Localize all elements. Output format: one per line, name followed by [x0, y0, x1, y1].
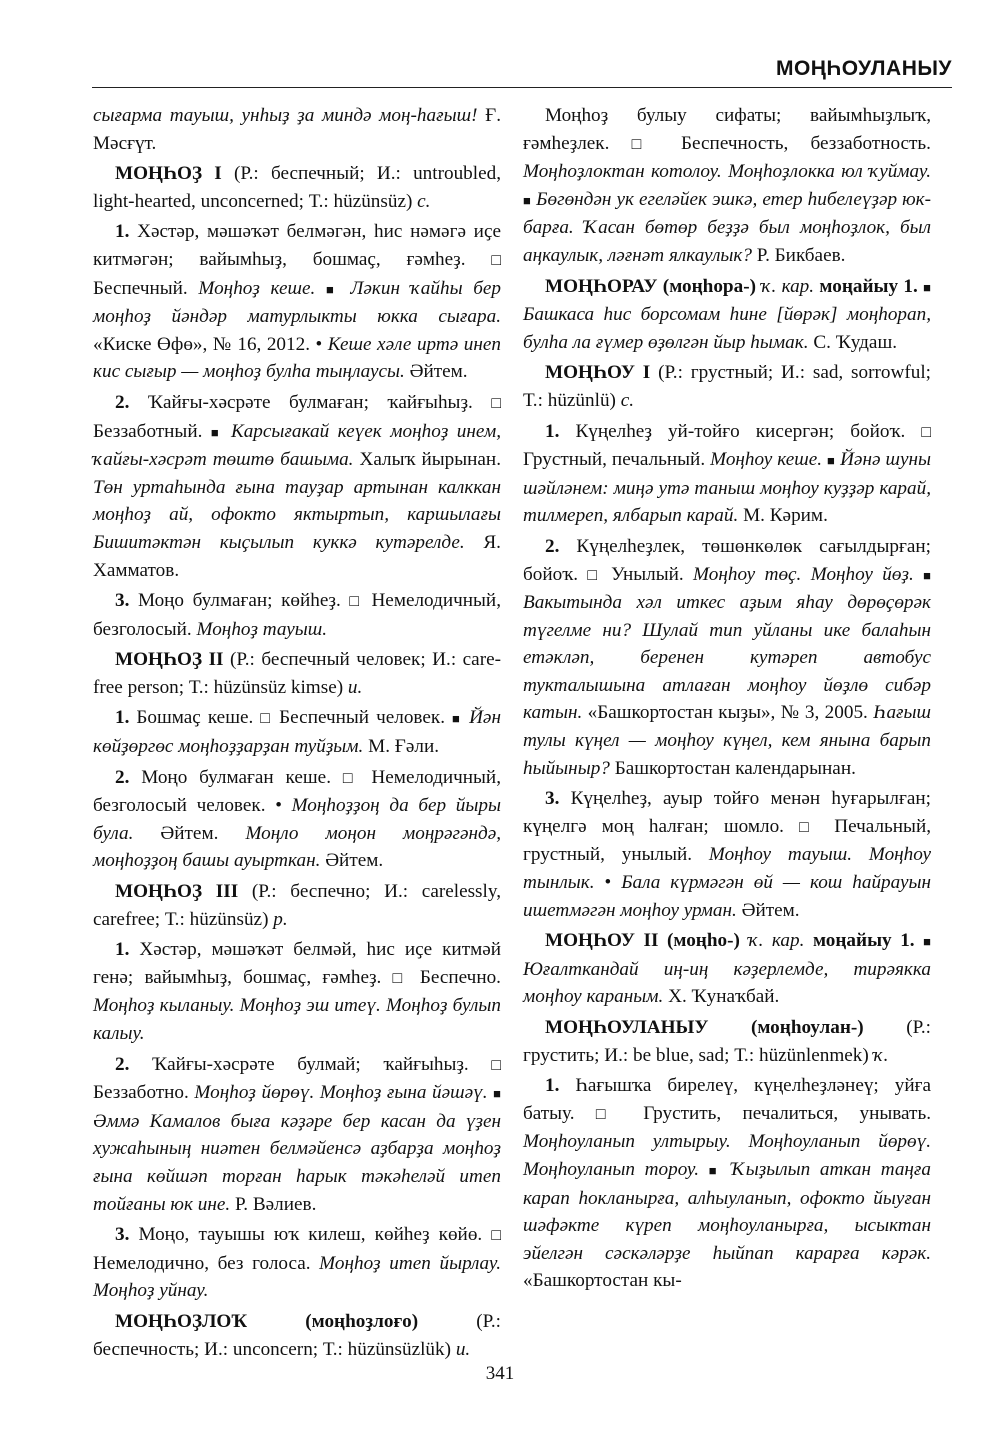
- translation-marker: □: [491, 394, 501, 412]
- translation-marker: □: [392, 969, 409, 987]
- sense-number: 2.: [115, 766, 130, 788]
- definition-text: (Р.: беспечность; И.: unconcern; Т.: hüzünsüzlük): [93, 1310, 501, 1360]
- example-text: Ҡыҙылып аткан таңға карап һокланырға, алһыуланып, офокто йыуған шәфәкте күреп моңһоуланырға, ысыктан эйелгән сәскәләрҙе һыйпап карарға кәрәк.: [523, 1158, 932, 1264]
- definition-text: [315, 278, 326, 299]
- example-text: Юғалткандай иң-иң кәҙерлемде, тирәякка моңһоу караным.: [523, 958, 931, 1008]
- running-header: [92, 55, 952, 83]
- definition-text: Беззаботный.: [93, 420, 211, 442]
- headword: МОҢҺОҘЛОҠ (моңһоҙлоғо): [115, 1310, 419, 1332]
- sense-number: 3.: [115, 590, 130, 612]
- example-text: Һағыш тулы күңел — моңһоу күңел, кем янына барып һыйыныр?: [523, 702, 931, 779]
- example-text: Моңһоу тауыш. Моңһоу тынлык.: [523, 844, 932, 894]
- example-text: Бөгөндән ук егеләйек эшкә, етер һибелеүҙәр юк-барға. Ҡасан бөтөр беҙҙә был моңһоҙлок, был аңкаулык, ләғнәт ялкаулык?: [523, 188, 931, 266]
- example-text: Моңһоҙлоктан котолоу. Моңһоҙлокка юл ҡуймау.: [523, 161, 931, 183]
- headword: МОҢҺОҘ II: [115, 649, 224, 671]
- example-text: и.: [347, 676, 363, 698]
- definition-text: Беспечный человек.: [272, 707, 452, 729]
- example-text: р.: [273, 908, 288, 930]
- dictionary-paragraph: [93, 1308, 501, 1363]
- definition-text: Р. Вәлиев.: [230, 1193, 317, 1215]
- example-marker: ■: [210, 424, 223, 440]
- example-marker: ■: [923, 934, 931, 950]
- definition-text: Ҡайғы-хәсрәте булмай; ҡайғыһыҙ.: [129, 1053, 492, 1075]
- dictionary-paragraph: [93, 389, 501, 584]
- example-text: Моңһоҙ тауыш.: [196, 618, 328, 640]
- translation-marker: □: [491, 1056, 501, 1074]
- translation-marker: □: [921, 423, 931, 441]
- dictionary-paragraph: [523, 927, 931, 1011]
- example-text: ҡ. кар.: [748, 930, 805, 952]
- example-text: Йән көйҙөргөс моңһоҙҙарҙан туйҙым.: [93, 707, 501, 758]
- definition-text: [282, 795, 292, 816]
- definition-text: Бошмаҫ кеше.: [129, 707, 261, 729]
- definition-text: [914, 564, 923, 585]
- definition-text: Моңһоҙ булыу сифаты; вайымһыҙлыҡ, ғәмһеҙлек.: [523, 105, 931, 154]
- sense-number: 1.: [115, 939, 130, 961]
- definition-text: Беззаботно.: [93, 1082, 195, 1104]
- dictionary-paragraph: [93, 764, 501, 875]
- example-text: Башкаса һис борсомам һине [йөрәк] моңһорап, булһа ла ғүмер өҙөлгән йыр һымак.: [523, 304, 931, 353]
- example-marker: ■: [923, 567, 931, 583]
- example-text: сығарма тауыш, унһыҙ ҙа миндә моң-һағыш!: [93, 105, 478, 126]
- definition-text: Беспечный.: [93, 277, 199, 299]
- dictionary-paragraph: [523, 785, 931, 924]
- definition-text: «Башкортостан кыҙы», № 3, 2005.: [582, 702, 874, 724]
- definition-text: (Р.: грустный; И.: sad, sorrowful; Т.: hüzünlü): [523, 362, 931, 411]
- definition-text: Немелодичный, безголосый.: [93, 590, 501, 640]
- translation-marker: □: [631, 135, 659, 153]
- definition-text: Беспечность, беззаботность.: [658, 132, 931, 154]
- example-text: Ләкин ҡайһы бер моңһоҙ йәндәр матурлыкты юкка сығара.: [93, 277, 502, 328]
- headword: МОҢҺОУ I: [545, 362, 651, 384]
- translation-marker: □: [799, 818, 820, 836]
- dictionary-paragraph: [523, 359, 931, 414]
- definition-text: •: [315, 333, 323, 355]
- definition-text: Хәстәр, мәшәҡәт белмәй, һис иҫе китмәй генә; вайымһыҙ, бошмаҫ, ғәмһеҙ.: [93, 939, 501, 988]
- definition-text: Грустить, печалиться, унывать.: [621, 1102, 931, 1124]
- example-text: с.: [620, 389, 635, 411]
- definition-text: (Р.: беспечно; И.: carelessly, carefree; Т.: hüzünsüz): [93, 881, 501, 930]
- definition-text: Күңелһеҙ уй-тойғо кисергән; бойоҡ.: [559, 420, 922, 442]
- example-text: Карсығакай кеүек моңһоҙ инем, ҡайғы-хәсрәт төштө башыма.: [93, 420, 501, 471]
- dictionary-paragraph: [523, 533, 931, 782]
- definition-text: [722, 1159, 732, 1180]
- definition-text: (Р.: беспечный; И.: untroubled, light-hearted, unconcerned; Т.: hüzünsüz): [93, 163, 502, 212]
- dictionary-paragraph: [93, 646, 501, 701]
- example-text: Моңһоҙ итеп йырлау. Моңһоҙ уйнау.: [93, 1252, 501, 1302]
- definition-text: •: [604, 872, 612, 894]
- definition-text: Әйтем.: [320, 850, 384, 872]
- translation-marker: □: [342, 769, 360, 787]
- sense-number: 2.: [115, 1053, 130, 1075]
- sense-number: 1.: [115, 707, 130, 729]
- example-marker: ■: [452, 711, 463, 727]
- definition-text: «Башкортостан кы-: [523, 1270, 682, 1292]
- definition-text: [915, 930, 924, 951]
- left-column: [93, 102, 501, 1366]
- definition-text: Күңелһеҙлек, төшөнкөлөк сағылдырған; бойоҡ.: [523, 535, 931, 585]
- definition-text: Беспечно.: [408, 966, 501, 988]
- example-text: Моңһоуланып ултырыу. Моңһоуланып йөрөү. Моңһоуланып тороу.: [523, 1131, 931, 1180]
- example-marker: ■: [326, 281, 340, 297]
- example-text: Моңло моңон моңрәгәндә, моңһоҙҙоң башы ауырткан.: [93, 822, 502, 872]
- definition-text: [340, 278, 351, 299]
- example-text: с.: [417, 190, 431, 212]
- definition-text: Ғ. Мәсғүт.: [93, 105, 501, 154]
- example-text: Моңһоу төҫ. Моңһоу йөҙ.: [693, 563, 914, 585]
- example-marker: ■: [493, 1086, 502, 1102]
- definition-text: Әйтем.: [736, 899, 800, 921]
- definition-text: Әйтем.: [133, 822, 246, 844]
- example-text: Моңһоу кеше.: [710, 449, 823, 471]
- definition-text: М. Ғәли.: [363, 736, 440, 758]
- definition-text: Күңелһеҙ, ауыр тойғо менән һуғарылған; күңелгә моң һалған; шомло.: [523, 788, 931, 837]
- dictionary-paragraph: [93, 160, 501, 215]
- translation-marker: □: [349, 593, 363, 611]
- example-text: Вакытында хәл иткес аҙым яһау дөрөҫөрәк түгелме ни? Шулай тип уйланы ике балаһын етәкләп, беренен кутәреп автобус тукталышына атлаған моңһоу йөҙлө сибәр катын.: [523, 592, 931, 724]
- sense-number: 1.: [545, 1075, 560, 1097]
- sense-number: 1.: [545, 420, 560, 442]
- sense-number: 1.: [115, 221, 130, 243]
- translation-marker: □: [587, 566, 602, 584]
- definition-text: •: [275, 795, 282, 817]
- example-text: Әммә Камалов быға кәҙәре бер касан да үҙен хужаһының ниәтен белмәйенсә аҙбарҙа моңһоҙ ғына көйшәп торған һарык тәкәһеләй итеп тойғаны юк ине.: [93, 1110, 501, 1215]
- definition-text: [804, 930, 813, 951]
- example-marker: ■: [923, 279, 932, 295]
- dictionary-paragraph: [523, 418, 931, 530]
- definition-text: (Р.: грустить; И.: be blue, sad; Т.: hüzünlenmek): [523, 1017, 931, 1066]
- example-marker: ■: [523, 192, 532, 208]
- headword: моңайыу 1.: [812, 930, 915, 952]
- definition-text: Грустный, печальный.: [523, 449, 711, 471]
- dictionary-paragraph: [93, 102, 501, 157]
- headword: МОҢҺОҘ I: [115, 163, 222, 185]
- right-column: [523, 102, 931, 1298]
- definition-text: Немелодичный, безголосый человек.: [93, 766, 501, 817]
- sense-number: 2.: [115, 391, 130, 413]
- example-text: Кеше хәле иртә инеп кис сығыр — моңһоҙ булһа тыңлаусы.: [93, 333, 501, 383]
- definition-text: [611, 872, 621, 893]
- example-text: ҡ.: [873, 1044, 889, 1066]
- example-marker: ■: [827, 453, 836, 469]
- definition-text: Әйтем.: [404, 361, 468, 383]
- page-number: 341: [485, 1363, 515, 1384]
- definition-text: Хәстәр, мәшәҡәт белмәгән, һис нәмәгә иҫе китмәгән; вайымһыҙ, бошмаҫ, ғәмһеҙ.: [93, 221, 501, 270]
- example-text: ҡ. кар.: [761, 275, 815, 297]
- definition-text: Моңо, тауышы юҡ килеш, көйһеҙ көйө.: [129, 1224, 492, 1246]
- sense-number: 3.: [115, 1224, 130, 1246]
- definition-text: Печальный, грустный, унылый.: [523, 815, 932, 866]
- dictionary-paragraph: [523, 102, 931, 270]
- example-text: и.: [455, 1338, 471, 1360]
- definition-text: Халыҡ йырынан.: [353, 449, 501, 471]
- definition-text: Немелодично, без голоса.: [93, 1252, 320, 1274]
- example-text: Моңһоҙ кыланыу. Моңһоҙ эш итеү. Моңһоҙ булып калыу.: [93, 995, 501, 1044]
- headword: МОҢҺОҘ III: [115, 881, 239, 903]
- example-text: Бала күрмәгән өй — кош һайрауын ишетмәгән моңһоу урман.: [523, 872, 932, 921]
- dictionary-paragraph: [93, 704, 501, 760]
- definition-text: С. Ҡудаш.: [808, 331, 898, 353]
- definition-text: Х. Ҡунаҡбай.: [663, 986, 780, 1008]
- translation-marker: □: [260, 710, 273, 728]
- headword: моңайыу 1.: [819, 275, 918, 297]
- dictionary-paragraph: [93, 218, 501, 386]
- example-text: Моңһоҙ йөрөү. Моңһоҙ ғына йәшәү.: [194, 1082, 488, 1104]
- sense-number: 3.: [545, 788, 560, 810]
- headword: МОҢҺОРАУ (моңһора-): [545, 275, 756, 297]
- sense-number: 2.: [545, 535, 560, 557]
- running-head-title: МОҢҺОУЛАНЫУ: [775, 57, 952, 80]
- headword: МОҢҺОУ II (моңһо-): [545, 930, 740, 952]
- definition-text: Унылый.: [601, 563, 694, 585]
- definition-text: «Киске Өфө», № 16, 2012.: [93, 333, 316, 355]
- definition-text: Ҡайғы-хәсрәте булмаған; ҡайғыһыҙ.: [129, 391, 492, 413]
- example-text: Йәнә шуны шәйләнем: миңә утә таныш моңһоу куҙҙәр карай, тилмереп, ялбарып карай.: [523, 449, 931, 527]
- translation-marker: □: [491, 251, 501, 269]
- translation-marker: □: [491, 1227, 501, 1245]
- dictionary-paragraph: [523, 1014, 931, 1069]
- dictionary-paragraph: [93, 1051, 501, 1219]
- dictionary-paragraph: [93, 587, 501, 643]
- dictionary-paragraph: [523, 1072, 931, 1295]
- definition-text: Моңо булмаған; көйһеҙ.: [129, 590, 350, 612]
- dictionary-paragraph: [93, 936, 501, 1047]
- example-marker: ■: [708, 1162, 722, 1178]
- definition-text: Я. Хамматов.: [93, 531, 501, 581]
- definition-text: Башкортостан календарынан.: [609, 757, 856, 779]
- definition-text: Һағышҡа бирелеү, күңелһеҙләнеү; уйға батыу.: [523, 1075, 931, 1124]
- dictionary-paragraph: [523, 273, 931, 357]
- dictionary-paragraph: [93, 878, 501, 933]
- definition-text: [595, 872, 605, 893]
- definition-text: (Р.: беспечный человек; И.: care-free person; Т.: hüzünsüz kimse): [93, 649, 501, 698]
- header-rule: [92, 87, 952, 88]
- headword: МОҢҺОУЛАНЫУ (моңһоулан-): [545, 1017, 864, 1038]
- example-text: Моңһоҙ кеше.: [198, 277, 316, 299]
- dictionary-paragraph: [93, 1221, 501, 1305]
- translation-marker: □: [595, 1105, 622, 1123]
- example-text: Моңһоҙҙоң да бер йыры була.: [93, 795, 501, 844]
- definition-text: Моңо булмаған кеше.: [129, 766, 343, 788]
- example-text: Төн уртаһында ғына тауҙар артынан калккан моңһоҙ ай, офокто яктыртып, каршылағы Бишитәктән кыҫылып куккә кутәрелде.: [93, 476, 501, 553]
- definition-text: [222, 421, 231, 442]
- definition-text: [699, 1159, 709, 1180]
- definition-text: М. Кәрим.: [738, 505, 828, 527]
- definition-text: Р. Бикбаев.: [752, 244, 846, 266]
